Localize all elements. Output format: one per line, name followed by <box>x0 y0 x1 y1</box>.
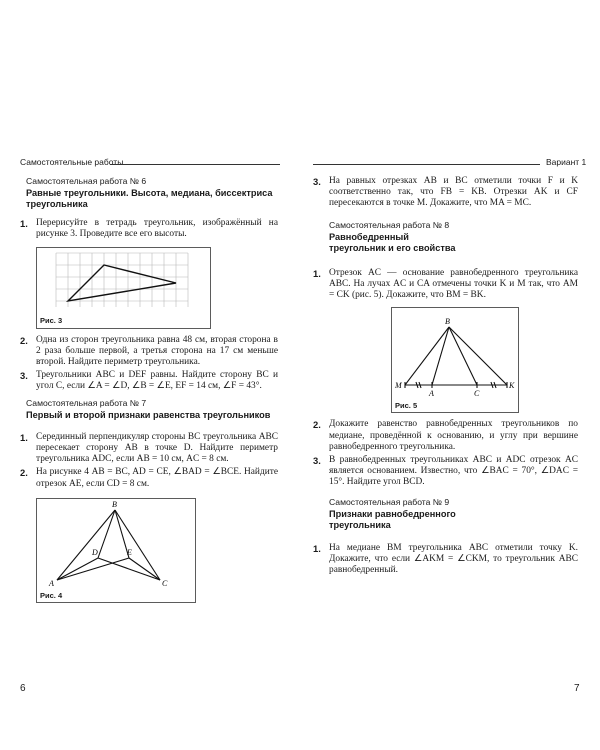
problem-number: 3. <box>313 176 321 187</box>
problem-number: 1. <box>20 218 28 230</box>
problem-text: Перерисуйте в тетрадь треугольник, изображённый на рисунке 3. Проведите все его высоты. <box>36 218 278 240</box>
problem-number: 2. <box>313 419 321 431</box>
work8-title: Равнобедренный треугольник и его свойства <box>329 231 456 253</box>
problem-text: На равных отрезках AB и BC отметили точки F и K соответственно так, что FB = KB. Отрезки AK и CF пересекаются в точке M. Докажите, что MA = MC. <box>329 176 578 209</box>
work8-heading: Самостоятельная работа № 8 <box>329 219 450 230</box>
problem-item <box>313 419 578 453</box>
figure-4-label-b: B <box>112 499 117 509</box>
figure-5-label-k: K <box>509 381 515 391</box>
work6-heading: Самостоятельная работа № 6 <box>26 176 147 186</box>
figure-4-label-d: D <box>92 547 98 557</box>
figure-5-label-c: C <box>474 389 480 399</box>
figure-4 <box>36 498 196 603</box>
figure-3-drawing <box>36 247 211 329</box>
problem-text: Треугольники ABC и DEF равны. Найдите сторону BC и угол C, если ∠A = ∠D, ∠B = ∠E, EF = 14 см, ∠F = 43°. <box>36 370 278 392</box>
work9-title: Признаки равнобедренного треугольника <box>329 508 456 530</box>
problem-number: 3. <box>313 455 321 467</box>
problem-item <box>313 176 578 210</box>
page-number-left: 6 <box>20 683 26 694</box>
work6-title: Равные треугольники. Высота, медиана, биссектриса треугольника <box>26 188 273 210</box>
running-head-right: Вариант 1 <box>546 157 587 167</box>
problem-item <box>20 467 278 489</box>
problem-text: Одна из сторон треугольника равна 48 см, вторая сторона в 2 раза больше первой, а третья сторона на 17 см меньше второй. Найдите периметр треугольника. <box>36 334 278 368</box>
problem-item <box>313 455 578 489</box>
work9-heading: Самостоятельная работа № 9 <box>329 496 450 507</box>
problem-number: 1. <box>313 267 321 279</box>
problem-number: 1. <box>20 431 28 443</box>
problem-number: 2. <box>20 467 28 479</box>
right-page <box>313 176 578 578</box>
problem-text: Докажите равенство равнобедренных треугольников по медиане, проведённой к основанию, и углу при вершине равнобедренного треугольника. <box>329 419 578 452</box>
figure-5 <box>391 307 519 413</box>
figure-3-caption: Рис. 3 <box>40 316 63 326</box>
figure-3 <box>36 247 211 329</box>
problem-text: Серединный перпендикуляр стороны BC треугольника ABC пересекает сторону AB в точке D. Найдите периметр треугольника ADC, если AB = 10 см, AC = 8 см. <box>36 431 278 465</box>
running-head-rule-left <box>110 164 280 165</box>
running-head-rule-right <box>313 164 540 165</box>
work7-heading: Самостоятельная работа № 7 <box>26 397 147 408</box>
problem-number: 3. <box>20 370 28 382</box>
running-head-left: Самостоятельные работы <box>20 157 124 167</box>
problem-number: 2. <box>20 334 28 346</box>
problem-text: В равнобедренных треугольниках ABC и ADC отрезок AC является основанием. Известно, что ∠BAC = 70°, ∠DAC = 15°. Найдите угол BCD. <box>329 455 578 488</box>
problem-item <box>313 543 578 577</box>
problem-item <box>313 268 578 302</box>
problem-item <box>20 335 278 369</box>
problem-item <box>20 432 278 466</box>
problem-text: Отрезок AC — основание равнобедренного треугольника ABC. На лучах AC и CA отмечены точки K и M так, что AM = CK (рис. 5). Докажите, что BM = BK. <box>329 267 578 301</box>
problem-text: На рисунке 4 AB = BC, AD = CE, ∠BAD = ∠BCE. Найдите отрезок AE, если CD = 8 см. <box>36 467 278 489</box>
figure-4-label-a: A <box>49 578 54 588</box>
figure-5-drawing <box>391 307 519 413</box>
problem-item <box>20 218 278 240</box>
figure-5-caption: Рис. 5 <box>395 401 418 411</box>
figure-5-label-b: B <box>445 317 450 327</box>
problem-number: 1. <box>313 542 321 554</box>
left-page <box>20 176 278 609</box>
figure-5-label-m: M <box>395 381 402 391</box>
figure-4-label-c: C <box>162 578 168 588</box>
page-number-right: 7 <box>574 683 580 694</box>
work7-title: Первый и второй признаки равенства треугольников <box>26 409 271 420</box>
figure-4-caption: Рис. 4 <box>40 590 63 600</box>
problem-item <box>20 370 278 392</box>
figure-4-label-e: E <box>127 547 132 557</box>
figure-4-drawing <box>36 498 196 603</box>
problem-text: На медиане BM треугольника ABC отметили точку K. Докажите, что если ∠AKM = ∠CKM, то треугольник ABC равнобедренный. <box>329 542 578 576</box>
figure-5-label-a: A <box>429 389 434 399</box>
